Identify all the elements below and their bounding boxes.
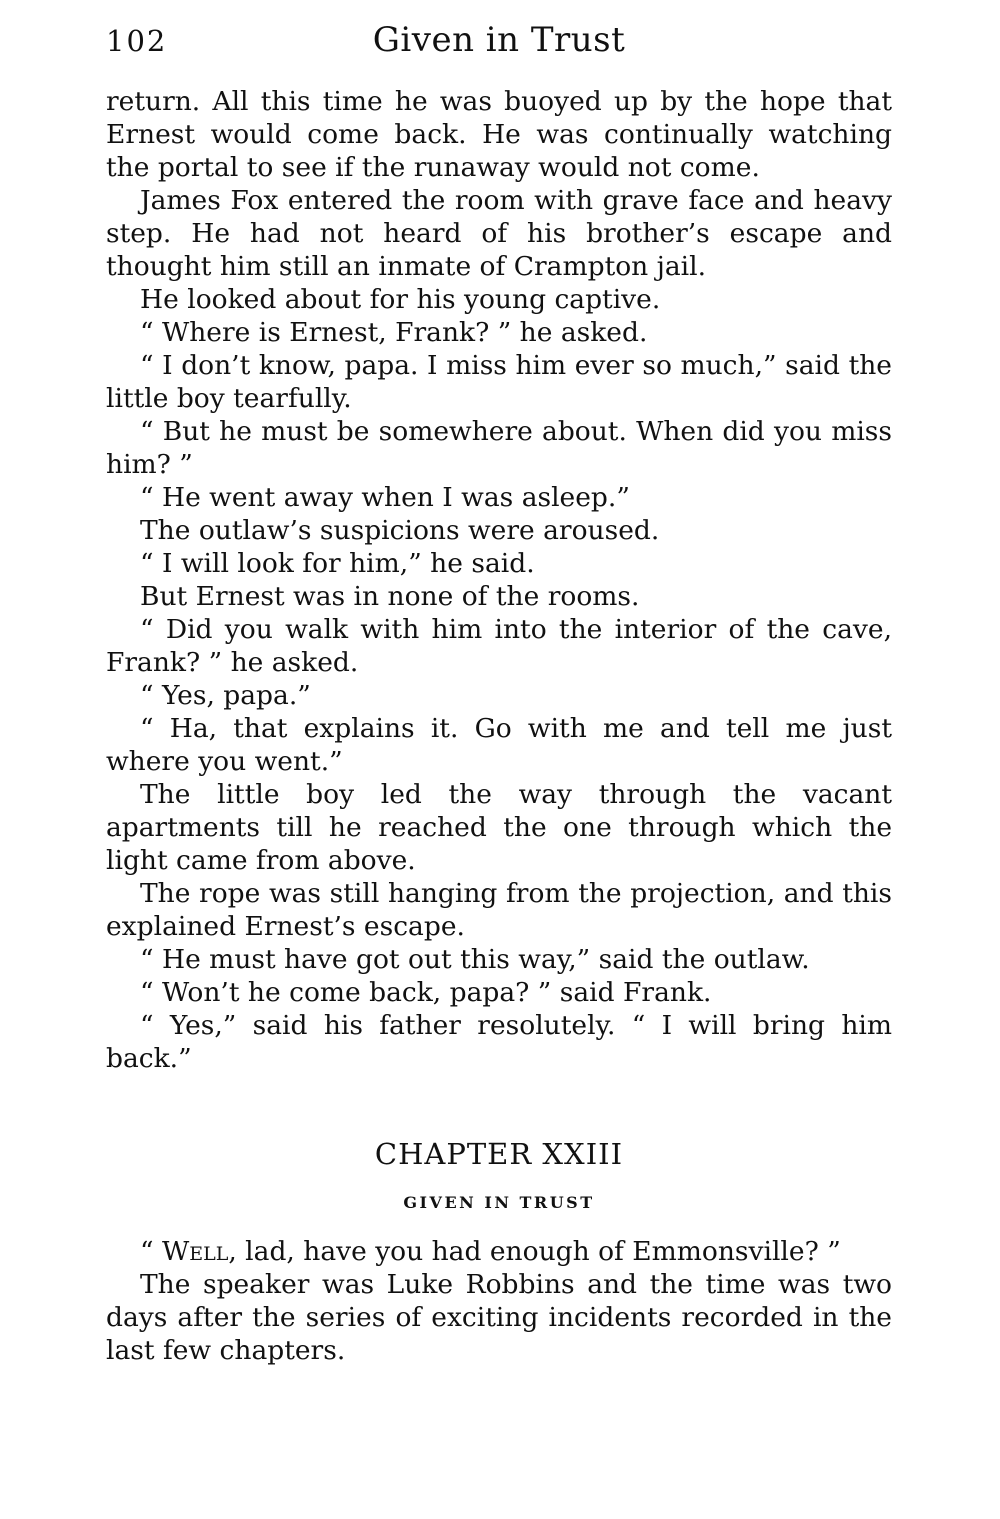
paragraph: “ I will look for him,” he said. <box>140 548 535 579</box>
paragraph: “ Won’t he come back, papa? ” said Frank. <box>140 977 712 1008</box>
opening-quote-mark: “ <box>140 1236 162 1267</box>
paragraph: “ Ha, that explains it. Go with me and tell me just where you went.” <box>106 713 892 777</box>
chapter-header <box>106 1134 892 1214</box>
paragraph: The outlaw’s suspicions were aroused. <box>140 515 660 546</box>
chapter-subtitle: GIVEN IN TRUST <box>403 1193 595 1212</box>
body-text <box>106 85 892 1075</box>
paragraph: “ He must have got out this way,” said the outlaw. <box>140 944 810 975</box>
chapter-text <box>106 1235 892 1367</box>
paragraph: “ Did you walk with him into the interior of the cave, Frank? ” he asked. <box>106 614 892 678</box>
paragraph: “ Yes,” said his father resolutely. “ I will bring him back.” <box>106 1010 892 1074</box>
paragraph: The little boy led the way through the vacant apartments till he reached the one through which the light came from above. <box>106 779 892 876</box>
paragraph: The rope was still hanging from the projection, and this explained Ernest’s escape. <box>106 878 892 942</box>
paragraph: “ Yes, papa.” <box>140 680 311 711</box>
paragraph: “ But he must be somewhere about. When did you miss him? ” <box>106 416 892 480</box>
page-number: 102 <box>106 24 168 58</box>
opening-word: Well <box>161 1236 229 1267</box>
running-head <box>106 20 892 64</box>
opening-sentence: , lad, have you had enough of Emmonsville? ” <box>228 1236 841 1267</box>
paragraph: The speaker was Luke Robbins and the time was two days after the series of exciting incidents recorded in the last few chapters. <box>106 1269 892 1366</box>
paragraph: But Ernest was in none of the rooms. <box>140 581 640 612</box>
chapter-heading: CHAPTER XXIII <box>374 1137 624 1171</box>
paragraph: He looked about for his young captive. <box>140 284 661 315</box>
chapter-opening-paragraph <box>106 1235 892 1268</box>
paragraph: “ I don’t know, papa. I miss him ever so much,” said the little boy tearfully. <box>106 350 892 414</box>
book-title: Given in Trust <box>372 20 626 60</box>
paragraph: James Fox entered the room with grave face and heavy step. He had not heard of his brother’s escape and thought him still an inmate of Crampton jail. <box>106 185 892 282</box>
paragraph: return. All this time he was buoyed up by the hope that Ernest would come back. He was continually watching the portal to see if the runaway would not come. <box>106 86 892 183</box>
paragraph: “ Where is Ernest, Frank? ” he asked. <box>140 317 648 348</box>
paragraph: “ He went away when I was asleep.” <box>140 482 630 513</box>
